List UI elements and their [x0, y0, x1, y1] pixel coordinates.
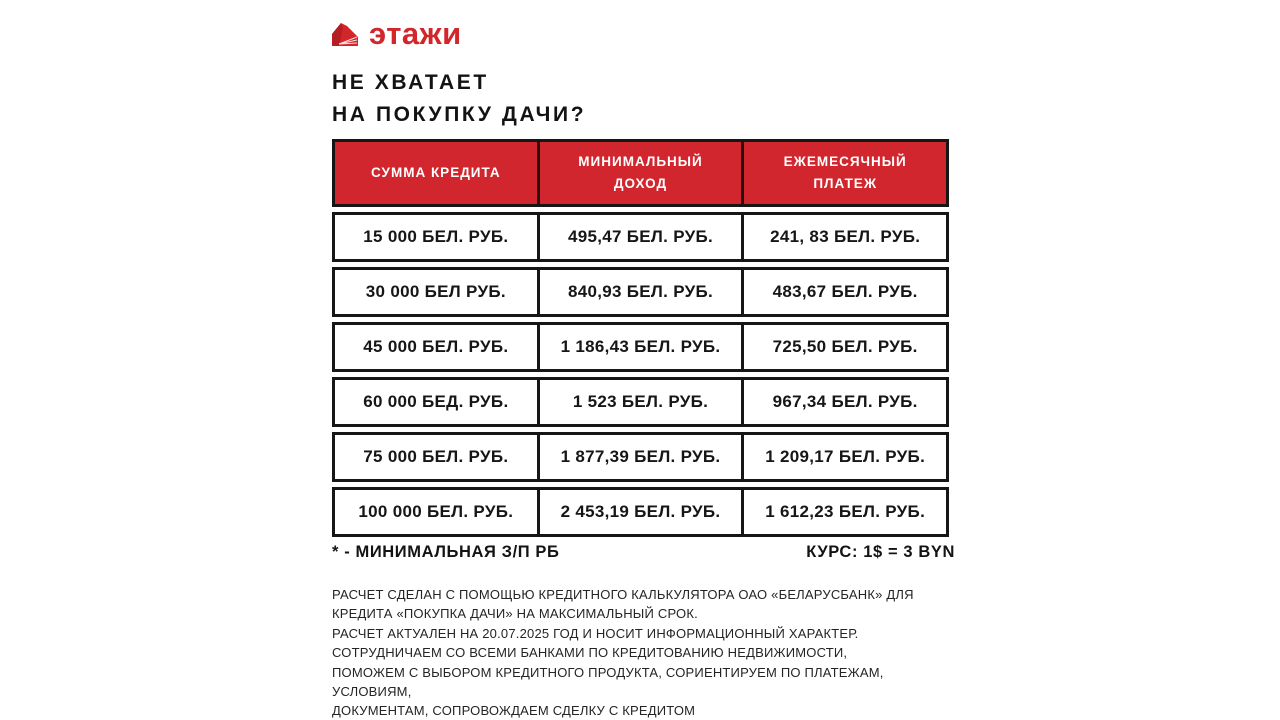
- disclaimer-line: СОТРУДНИЧАЕМ СО ВСЕМИ БАНКАМИ ПО КРЕДИТОВАНИЮ НЕДВИЖИМОСТИ,: [332, 645, 848, 661]
- table-cell: 60 000 БЕД. РУБ.: [335, 380, 540, 424]
- disclaimer-line: КРЕДИТА «ПОКУПКА ДАЧИ» НА МАКСИМАЛЬНЫЙ СРОК.: [332, 606, 698, 622]
- table-cell: 1 523 БЕЛ. РУБ.: [540, 380, 745, 424]
- table-row: [332, 267, 949, 317]
- table-cell: 45 000 БЕЛ. РУБ.: [335, 325, 540, 369]
- credit-table: [332, 139, 949, 537]
- table-row: [332, 487, 949, 537]
- disclaimer-line: РАСЧЕТ СДЕЛАН С ПОМОЩЬЮ КРЕДИТНОГО КАЛЬКУЛЯТОРА ОАО «БЕЛАРУСБАНК» ДЛЯ: [332, 587, 914, 602]
- column-header-loan-amount: СУММА КРЕДИТА: [335, 142, 540, 204]
- table-row: [332, 322, 949, 372]
- disclaimer-line: УСЛОВИЯМ,: [332, 684, 412, 700]
- table-cell: 15 000 БЕЛ. РУБ.: [335, 215, 540, 259]
- table-cell: 967,34 БЕЛ. РУБ.: [772, 392, 918, 411]
- table-header-row: [332, 139, 949, 207]
- table-cell: 483,67 БЕЛ. РУБ.: [772, 282, 918, 301]
- disclaimer-line: ДОКУМЕНТАМ, СОПРОВОЖДАЕМ СДЕЛКУ С КРЕДИТОМ: [332, 703, 696, 719]
- disclaimer-text: [332, 585, 955, 720]
- brand-logo: [332, 15, 955, 52]
- headline-line-1: НЕ ХВАТАЕТ: [332, 71, 489, 94]
- footnote-row: [332, 543, 955, 562]
- column-header-monthly-payment: ЕЖЕМЕСЯЧНЫЙ ПЛАТЕЖ: [783, 154, 907, 191]
- page-title: [332, 67, 955, 131]
- table-cell: 2 453,19 БЕЛ. РУБ.: [540, 490, 745, 534]
- headline-line-2: НА ПОКУПКУ ДАЧИ?: [332, 103, 587, 126]
- table-cell: 241, 83 БЕЛ. РУБ.: [770, 227, 921, 246]
- footnote-min-salary: * - МИНИМАЛЬНАЯ З/П РБ: [332, 543, 560, 561]
- house-icon: [332, 22, 360, 48]
- table-cell: 100 000 БЕЛ. РУБ.: [335, 490, 540, 534]
- table-cell: 75 000 БЕЛ. РУБ.: [335, 435, 540, 479]
- table-row: [332, 432, 949, 482]
- table-cell: 725,50 БЕЛ. РУБ.: [772, 337, 918, 356]
- table-cell: 1 186,43 БЕЛ. РУБ.: [540, 325, 745, 369]
- disclaimer-line: ПОМОЖЕМ С ВЫБОРОМ КРЕДИТНОГО ПРОДУКТА, СОРИЕНТИРУЕМ ПО ПЛАТЕЖАМ,: [332, 664, 884, 680]
- table-cell: 30 000 БЕЛ РУБ.: [335, 270, 540, 314]
- table-cell: 1 612,23 БЕЛ. РУБ.: [765, 502, 926, 521]
- footnote-exchange-rate: КУРС: 1$ = 3 BYN: [806, 543, 955, 561]
- table-cell: 840,93 БЕЛ. РУБ.: [540, 270, 745, 314]
- table-cell: 495,47 БЕЛ. РУБ.: [540, 215, 745, 259]
- disclaimer-line: РАСЧЕТ АКТУАЛЕН НА 20.07.2025 ГОД И НОСИТ ИНФОРМАЦИОННЫЙ ХАРАКТЕР.: [332, 625, 859, 641]
- table-cell: 1 877,39 БЕЛ. РУБ.: [540, 435, 745, 479]
- table-row: [332, 212, 949, 262]
- table-row: [332, 377, 949, 427]
- table-cell: 1 209,17 БЕЛ. РУБ.: [765, 447, 926, 466]
- column-header-min-income: МИНИМАЛЬНЫЙ ДОХОД: [540, 142, 745, 204]
- content-column: [332, 15, 955, 720]
- brand-name: этажи: [369, 15, 462, 51]
